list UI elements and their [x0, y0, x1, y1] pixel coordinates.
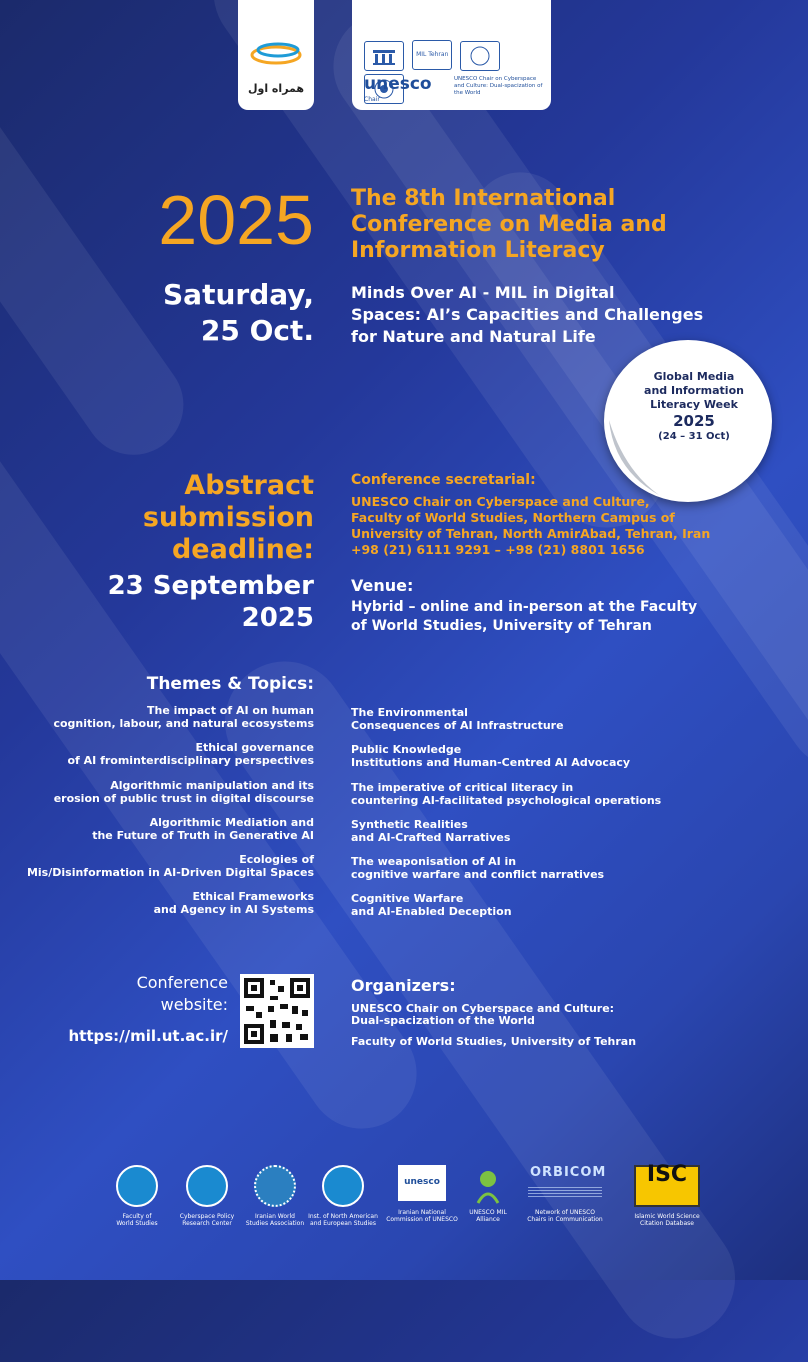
topic-line: Institutions and Human-Centred AI Advocacy: [351, 756, 631, 769]
topic-left-5: [14, 853, 314, 879]
topic-line: Algorithmic Mediation and: [149, 816, 314, 829]
venue-line: of World Studies, University of Tehran: [351, 618, 652, 634]
topic-line: erosion of public trust in digital discourse: [53, 792, 314, 805]
isc-wordmark: ISC: [646, 1162, 688, 1187]
topic-line: Public Knowledge: [351, 743, 462, 756]
mil-alliance-icon: [468, 1165, 508, 1209]
subtitle-line: for Nature and Natural Life: [351, 327, 596, 346]
partner-label: Faculty of: [122, 1213, 152, 1220]
topic-line: and AI-Crafted Narratives: [351, 831, 511, 844]
organizer-2: Faculty of World Studies, University of Tehran: [351, 1035, 637, 1048]
topic-line: Mis/Disinformation in AI-Driven Digital Spaces: [26, 866, 314, 879]
deadline-date: [108, 570, 314, 634]
dotted-globe-icon: [254, 1165, 296, 1207]
deadline-date-line: 2025: [241, 603, 314, 633]
unesco-commission-icon: [398, 1165, 446, 1201]
partner-label: UNESCO MIL: [469, 1209, 507, 1216]
conference-title-line: The 8th International: [351, 186, 616, 211]
venue-heading: Venue:: [351, 576, 414, 595]
unesco-wordmark: unesco: [364, 74, 432, 94]
partner-label: Chairs in Communication: [527, 1216, 603, 1223]
partner-isc: [622, 1162, 712, 1227]
mil-tehran-icon: MIL Tehran: [412, 40, 452, 70]
unesco-mini-wordmark: unesco: [404, 1177, 440, 1187]
topic-line: Algorithmic manipulation and its: [110, 779, 314, 792]
partner-label: Alliance: [476, 1216, 500, 1223]
mci-logo-card: [238, 0, 314, 110]
partner-label: Research Center: [182, 1220, 232, 1227]
topic-right-6: [351, 892, 771, 918]
isc-logo: [634, 1162, 700, 1207]
topic-left-1: [14, 704, 314, 730]
partner-orbicom: [520, 1165, 610, 1223]
sticker-line: Literacy Week: [650, 398, 738, 411]
partner-label: Citation Database: [640, 1220, 694, 1227]
subtitle-line: Spaces: AI’s Capacities and Challenges: [351, 305, 704, 324]
topic-line: Ethical Frameworks: [192, 890, 314, 903]
mci-logo-text: همراه اول: [247, 82, 305, 95]
website-label: [137, 972, 228, 1016]
university-seal-icon: [322, 1165, 364, 1207]
website-link[interactable]: https://mil.ut.ac.ir/: [68, 1027, 228, 1045]
deadline-line: submission: [142, 502, 314, 533]
partner-label: Network of UNESCO: [534, 1209, 596, 1216]
topic-line: cognition, labour, and natural ecosystems: [53, 717, 314, 730]
partner-label: World Studies: [116, 1220, 158, 1227]
sticker-range: (24 – 31 Oct): [658, 431, 730, 442]
topic-line: Ecologies of: [239, 853, 314, 866]
hero-day: Saturday,: [163, 278, 314, 311]
unesco-chair-card: [352, 0, 551, 110]
topic-line: Ethical governance: [195, 741, 314, 754]
secretariat-line: UNESCO Chair on Cyberspace and Culture,: [351, 494, 650, 509]
secretariat-heading: Conference secretarial:: [351, 472, 536, 488]
venue-text: [351, 598, 791, 636]
partner-label: Commission of UNESCO: [386, 1216, 458, 1223]
topic-line: Synthetic Realities: [351, 818, 468, 831]
topic-line: countering AI-facilitated psychological operations: [351, 794, 662, 807]
topic-left-4: [14, 816, 314, 842]
topic-line: The Environmental: [351, 706, 468, 719]
themes-heading: Themes & Topics:: [146, 674, 314, 694]
partner-label: Studies Association: [245, 1220, 305, 1227]
unesco-chair-label: Chair: [364, 96, 380, 103]
website-label-line: Conference: [136, 973, 228, 992]
topic-line: cognitive warfare and conflict narratives: [351, 868, 605, 881]
university-seal-icon: [186, 1165, 228, 1207]
mci-logo-icon: [238, 0, 314, 80]
subtitle-line: Minds Over AI - MIL in Digital: [351, 283, 615, 302]
partner-label: Inst. of North American: [308, 1213, 378, 1220]
partner-label: and European Studies: [310, 1220, 376, 1227]
topic-line: of AI frominterdisciplinary perspectives: [67, 754, 314, 767]
partner-label: Iranian National: [398, 1209, 446, 1216]
secretariat-line: Faculty of World Studies, Northern Campus of: [351, 510, 675, 525]
sticker-line: Global Media: [653, 370, 735, 383]
topic-right-2: [351, 743, 771, 769]
hero-date: 25 Oct.: [200, 314, 314, 347]
topic-line: and Agency in AI Systems: [153, 903, 314, 916]
topic-left-2: [14, 741, 314, 767]
conference-title: [351, 186, 791, 264]
secretariat-address: [351, 494, 791, 558]
partner-label: Cyberspace Policy: [179, 1213, 235, 1220]
partner-label: Islamic World Science: [634, 1213, 700, 1220]
organizer-1: [351, 1003, 614, 1027]
unesco-temple-icon: [364, 41, 404, 71]
secretariat-phones: +98 (21) 6111 9291 – +98 (21) 8801 1656: [351, 542, 645, 557]
mil-week-sticker: [604, 340, 772, 502]
conference-title-line: Information Literacy: [351, 238, 605, 263]
conference-subtitle: [351, 282, 791, 348]
topic-right-3: [351, 781, 771, 807]
deadline-heading: [143, 470, 314, 566]
topic-left-6: [14, 890, 314, 916]
organizer-line: Dual-spacization of the World: [351, 1014, 535, 1027]
topic-line: Consequences of AI Infrastructure: [351, 719, 564, 732]
sticker-line: and Information: [644, 384, 744, 397]
unesco-chair-description: UNESCO Chair on Cyberspace and Culture: Dual-spacization of the World: [454, 76, 543, 96]
deadline-line: deadline:: [171, 534, 314, 565]
venue-line: Hybrid – online and in-person at the Faculty: [351, 599, 698, 615]
topic-line: The impact of AI on human: [147, 704, 314, 717]
partner-label: Iranian World: [255, 1213, 295, 1220]
topic-right-4: [351, 818, 771, 844]
orbicom-wordmark: ORBICOM: [530, 1165, 607, 1180]
partner-north-american-studies: [298, 1165, 388, 1227]
orbicom-logo: [520, 1165, 610, 1209]
deadline-line: Abstract: [184, 470, 314, 501]
hero-year: 2025: [158, 181, 314, 259]
qr-code-icon[interactable]: [240, 974, 314, 1048]
orbicom-fine-print-icon: [528, 1187, 602, 1199]
topic-line: The imperative of critical literacy in: [351, 781, 574, 794]
sticker-text: [624, 370, 764, 444]
topic-left-3: [14, 779, 314, 805]
sticker-year: 2025: [673, 412, 715, 430]
topic-line: The weaponisation of AI in: [351, 855, 517, 868]
organizers-heading: Organizers:: [351, 976, 456, 995]
organizer-line: UNESCO Chair on Cyberspace and Culture:: [351, 1002, 615, 1015]
topic-right-5: [351, 855, 771, 881]
topic-right-1: [351, 706, 771, 732]
university-seal-icon: [116, 1165, 158, 1207]
secretariat-line: University of Tehran, North AmirAbad, Tehran, Iran: [351, 526, 711, 541]
topic-line: and AI-Enabled Deception: [351, 905, 512, 918]
website-label-line: website:: [160, 995, 228, 1014]
topic-line: Cognitive Warfare: [351, 892, 464, 905]
conference-title-line: Conference on Media and: [351, 212, 667, 237]
globe-emblem-icon: [460, 41, 500, 71]
topic-line: the Future of Truth in Generative AI: [92, 829, 314, 842]
deadline-date-line: 23 September: [107, 571, 314, 601]
